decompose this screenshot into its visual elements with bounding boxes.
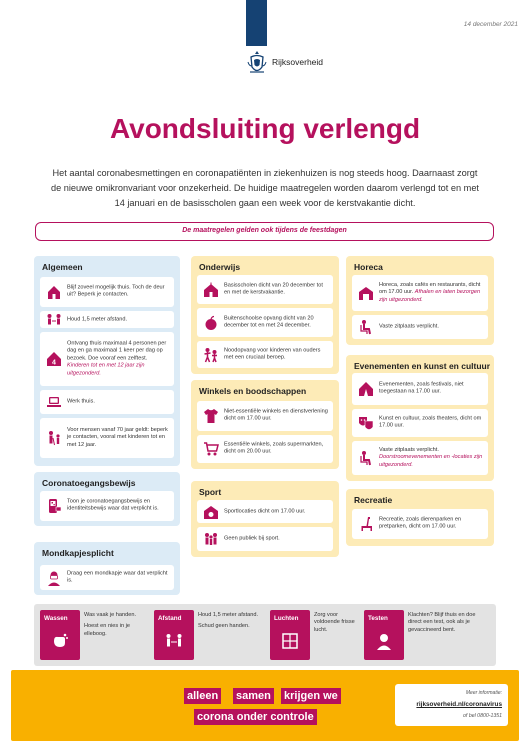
hand-wash-icon bbox=[51, 632, 69, 650]
measure-text: Draag een mondkapje waar dat verplicht is. bbox=[67, 570, 168, 584]
panel-title: Algemeen bbox=[42, 262, 83, 272]
slogan-word: alleen bbox=[184, 688, 221, 704]
crest-icon bbox=[247, 50, 267, 76]
measure-text: Sportlocaties dicht om 17.00 uur. bbox=[224, 507, 306, 514]
panel-title: Onderwijs bbox=[199, 262, 241, 272]
window-icon bbox=[281, 632, 299, 650]
brand-name: Rijksoverheid bbox=[272, 57, 324, 67]
panel-mondkapjesplicht bbox=[34, 542, 180, 595]
tile-line: Zorg voor voldoende frisse lucht. bbox=[314, 612, 355, 633]
elderly-icon bbox=[46, 430, 62, 446]
panel-horeca bbox=[346, 256, 494, 345]
measure-text-block bbox=[379, 447, 484, 469]
measure-card bbox=[40, 311, 174, 328]
measure-text: Houd 1,5 meter afstand. bbox=[67, 315, 128, 322]
house-four-icon bbox=[46, 351, 62, 367]
measure-card bbox=[40, 390, 174, 414]
seat-icon bbox=[358, 450, 374, 466]
tile-wassen bbox=[40, 610, 80, 660]
tile-text-wassen bbox=[84, 612, 144, 638]
house-icon bbox=[46, 284, 62, 300]
measure-text: Noodopvang voor kinderen van ouders met een cruciaal beroep. bbox=[224, 347, 321, 361]
measure-text: Basisscholen dicht van 20 december tot en met de kerstvakantie. bbox=[224, 282, 323, 296]
measure-card bbox=[197, 275, 333, 304]
footer-banner bbox=[11, 670, 519, 741]
panel-coronatoegangsbewijs bbox=[34, 472, 180, 526]
laptop-icon bbox=[46, 394, 62, 410]
tile-text-afstand bbox=[198, 612, 260, 631]
qr-phone-icon bbox=[46, 498, 62, 514]
measure-text: Vaste zitplaats verplicht. bbox=[379, 323, 439, 330]
tile-text-luchten bbox=[314, 612, 364, 634]
tile-label: Wassen bbox=[44, 615, 68, 622]
measure-text: Werk thuis. bbox=[67, 398, 95, 405]
measure-card bbox=[40, 565, 174, 590]
slogan-word: samen bbox=[233, 688, 274, 704]
basic-rules-bar bbox=[34, 604, 496, 666]
tile-line: Houd 1,5 meter afstand. bbox=[198, 612, 259, 618]
apple-icon bbox=[203, 315, 219, 331]
tile-label: Luchten bbox=[274, 615, 299, 622]
panel-evenementen bbox=[346, 355, 494, 481]
measure-card bbox=[40, 332, 174, 386]
distance-icon bbox=[165, 632, 183, 650]
more-info-box bbox=[395, 684, 508, 726]
panel-title: Coronatoegangsbewijs bbox=[42, 478, 136, 488]
tile-line: Klachten? Blijf thuis en doe direct een test, ook als je gevaccineerd bent. bbox=[408, 612, 476, 633]
slogan-word: krijgen we bbox=[281, 688, 341, 704]
panel-title: Recreatie bbox=[354, 495, 393, 505]
holiday-banner: De maatregelen gelden ook tijdens de feestdagen bbox=[35, 222, 494, 241]
panel-title: Evenementen en kunst en cultuur bbox=[354, 361, 491, 371]
more-info-label: Meer informatie: bbox=[465, 690, 502, 696]
measure-note: Doorstroomevenementen en -locaties zijn uitgezonderd. bbox=[379, 454, 483, 468]
panel-title: Sport bbox=[199, 487, 222, 497]
slogan-word: corona onder controle bbox=[194, 709, 317, 725]
measure-text: Niet-essentiële winkels en dienstverlening dicht om 17.00 uur. bbox=[224, 408, 328, 422]
measure-card bbox=[352, 275, 488, 311]
ribbon-logo-bar bbox=[246, 0, 267, 46]
measure-text: Horeca, zoals cafés en restaurants, dicht om 17.00 uur. bbox=[379, 281, 481, 296]
tile-testen bbox=[364, 610, 404, 660]
measure-card bbox=[197, 527, 333, 551]
measure-text: Geen publiek bij sport. bbox=[224, 535, 280, 542]
measure-card bbox=[40, 491, 174, 521]
panel-title: Horeca bbox=[354, 262, 383, 272]
measure-text: Recreatie, zoals dierenparken en pretparken, dicht om 17.00 uur. bbox=[379, 516, 462, 530]
measure-card bbox=[352, 315, 488, 339]
tile-line: Was vaak je handen. bbox=[84, 612, 137, 618]
tile-text-testen bbox=[408, 612, 490, 634]
measure-card bbox=[352, 509, 488, 539]
panel-title: Mondkapjesplicht bbox=[42, 548, 114, 558]
measure-card bbox=[197, 308, 333, 337]
measure-text: Essentiële winkels, zoals supermarkten, dicht om 20.00 uur. bbox=[224, 441, 324, 455]
panel-winkels bbox=[191, 380, 339, 469]
measure-text: Vaste zitplaats verplicht. bbox=[379, 446, 439, 453]
panel-title: Winkels en boodschappen bbox=[199, 386, 307, 396]
tent-icon bbox=[358, 381, 374, 397]
more-info-link[interactable]: rijksoverheid.nl/coronavirus bbox=[416, 701, 502, 708]
measure-card bbox=[197, 435, 333, 463]
no-audience-icon bbox=[203, 531, 219, 547]
tile-afstand bbox=[154, 610, 194, 660]
measure-card bbox=[352, 409, 488, 437]
distance-icon bbox=[46, 312, 62, 328]
tile-line: Schud geen handen. bbox=[198, 623, 250, 630]
measure-text: Blijf zoveel mogelijk thuis. Toch de deur uit? Beperk je contacten. bbox=[67, 284, 165, 298]
measure-note: Afhalen en laten bezorgen zijn uitgezonderd. bbox=[379, 289, 481, 303]
measure-card bbox=[197, 401, 333, 431]
measure-card bbox=[40, 418, 174, 458]
measure-text: Buitenschoolse opvang dicht van 20 december tot en met 24 december. bbox=[224, 315, 314, 329]
measure-text-block bbox=[379, 282, 484, 304]
intro-text: Het aantal coronabesmettingen en coronapatiënten in ziekenhuizen is nog steeds hoog. Daarnaast zorgt de nieuwe omikronvariant voor onzekerheid. De huidige maatregelen worden daarom verlengd tot en met 14 januari en de basisscholen gaan een week voor de kerstvakantie dicht. bbox=[51, 168, 479, 208]
measure-text: Ontvang thuis maximaal 4 personen per dag en ga maximaal 1 keer per dag op bezoek. Doe vooraf een zelftest. bbox=[67, 340, 167, 362]
publication-date: 14 december 2021 bbox=[463, 21, 518, 28]
measure-note: Kinderen tot en met 12 jaar zijn uitgezonderd. bbox=[67, 362, 145, 377]
cafe-icon bbox=[358, 285, 374, 301]
panel-onderwijs bbox=[191, 256, 339, 374]
measure-card bbox=[352, 441, 488, 475]
measure-text: Toon je coronatoegangsbewijs en identiteitsbewijs waar dat verplicht is. bbox=[67, 498, 159, 512]
school-icon bbox=[203, 282, 219, 298]
face-mask-icon bbox=[46, 570, 62, 586]
measure-card bbox=[40, 277, 174, 307]
phone-number: of bel 0800-1351 bbox=[463, 713, 502, 719]
cart-icon bbox=[203, 441, 219, 457]
tile-label: Afstand bbox=[158, 615, 182, 622]
sports-hall-icon bbox=[203, 504, 219, 520]
panel-sport bbox=[191, 481, 339, 557]
measure-card bbox=[197, 341, 333, 368]
measure-text-block bbox=[67, 340, 170, 377]
tile-label: Testen bbox=[368, 615, 388, 622]
measure-text: Evenementen, zoals festivals, niet toegestaan na 17.00 uur. bbox=[379, 381, 464, 395]
measure-card bbox=[197, 500, 333, 523]
panel-recreatie bbox=[346, 489, 494, 546]
sick-person-icon bbox=[375, 632, 393, 650]
shirt-icon bbox=[203, 408, 219, 424]
panel-algemeen bbox=[34, 256, 180, 466]
theater-masks-icon bbox=[358, 415, 374, 431]
tile-luchten bbox=[270, 610, 310, 660]
giraffe-icon bbox=[358, 516, 374, 532]
measure-card bbox=[352, 373, 488, 405]
svg-text:4: 4 bbox=[52, 359, 56, 367]
tile-line: Hoest en nies in je elleboog. bbox=[84, 623, 131, 637]
measure-text: Kunst en cultuur, zoals theaters, dicht om 17.00 uur. bbox=[379, 415, 482, 429]
seat-icon bbox=[358, 319, 374, 335]
children-icon bbox=[203, 347, 219, 363]
measure-text: Voor mensen vanaf 70 jaar geldt: beperk je contacten, vooral met kinderen tot en met 12 jaar. bbox=[67, 426, 168, 448]
page-title: Avondsluiting verlengd bbox=[109, 113, 421, 144]
